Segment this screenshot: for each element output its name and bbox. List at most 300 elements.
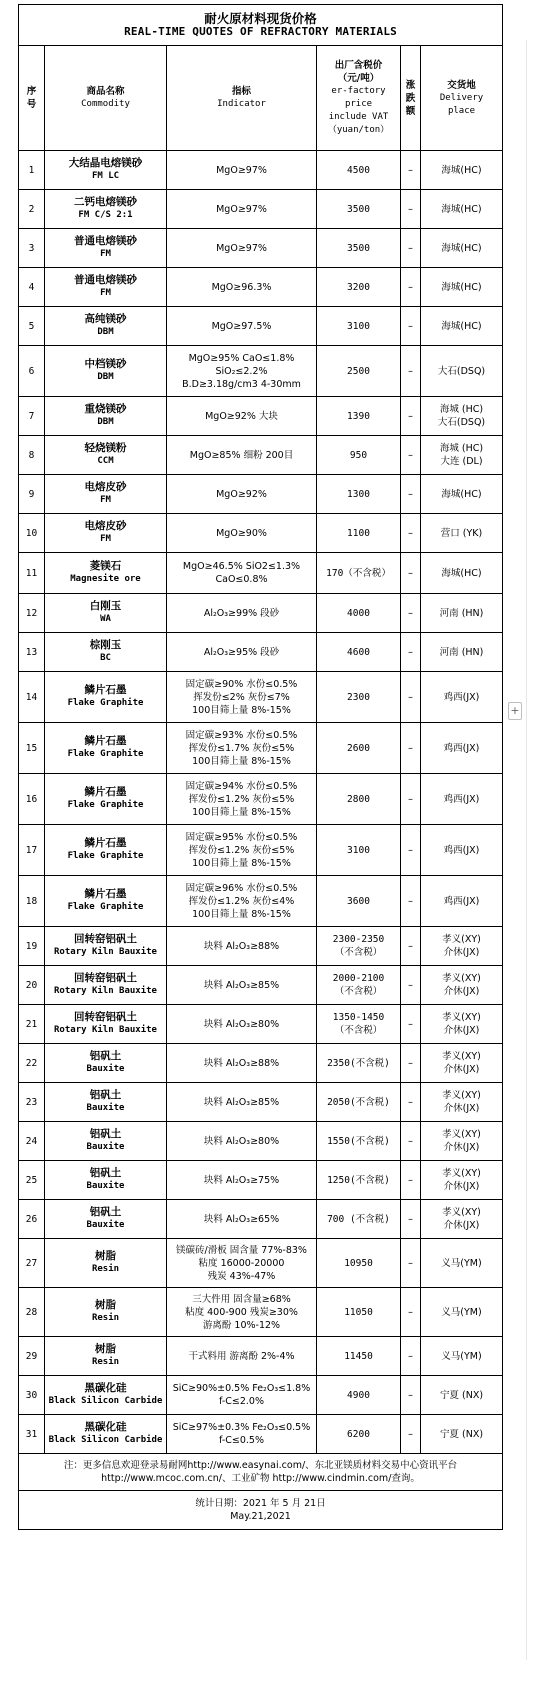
price-value: 2600 [347,742,370,754]
header-price-line: er-factory [331,86,386,96]
row-no-cell [19,1161,45,1200]
change-cell [401,553,421,594]
stat-date-cn: 统计日期：2021 年 5 月 21日 [195,1498,326,1509]
price-value: 2500 [347,365,370,377]
row-no: 9 [28,488,35,500]
indicator-cell [167,1288,317,1337]
indicator-line: f-C≤0.5% [219,1435,264,1446]
indicator-line: Al₂O₃≥99% 段砂 [203,607,280,619]
delivery-cell [421,229,503,268]
commodity-en: FM [100,534,111,544]
commodity-cn: 鳞片石墨 [84,837,127,849]
delivery-cell [421,268,503,307]
change-value: – [408,203,413,215]
change-value: – [408,281,413,293]
table-row [19,876,503,927]
commodity-cell [45,1161,167,1200]
table-row [19,1044,503,1083]
commodity-cn: 菱镁石 [89,560,122,572]
commodity-en: Flake Graphite [67,698,144,708]
delivery-place: 河南 (HN) [439,646,484,658]
delivery-cell [421,1083,503,1122]
delivery-cell [421,1239,503,1288]
price-cell [317,229,401,268]
delivery-place: 鸡西(JX) [443,691,480,703]
commodity-en: Rotary Kiln Bauxite [54,1025,157,1035]
indicator-cell [167,436,317,475]
commodity-cell [45,1083,167,1122]
stat-date [19,1491,503,1530]
price-cell [317,151,401,190]
table-row [19,1415,503,1454]
change-value: – [408,895,413,907]
indicator-line: 块料 Al₂O₃≥75% [203,1174,280,1186]
change-cell [401,151,421,190]
commodity-cell [45,1239,167,1288]
delivery-cell [421,307,503,346]
indicator-line: MgO≥85% 细粉 200目 [189,449,294,461]
price-value: 950 [349,449,368,461]
indicator-line: 块料 Al₂O₃≥80% [203,1135,280,1147]
delivery-place: 介休(JX) [443,1064,480,1075]
indicator-cell [167,825,317,876]
header-indicator [167,46,317,151]
indicator-line: f-C≤2.0% [219,1396,264,1407]
row-no: 15 [25,742,38,754]
price-sheet [18,4,502,1530]
change-value: – [408,567,413,579]
footnote-line: 注：更多信息欢迎登录易耐网http://www.easynai.com/、东北亚镁质材料交易中心资讯平台 [63,1460,458,1471]
row-no: 30 [25,1389,38,1401]
indicator-line: 三大件用 固含量≥68% [192,1293,291,1305]
indicator-line: 100目筛上量 8%-15% [192,755,291,767]
delivery-cell [421,774,503,825]
indicator-line: 挥发份≤1.2% 灰份≤5% [188,844,295,856]
change-cell [401,1337,421,1376]
commodity-cell [45,927,167,966]
change-value: – [408,164,413,176]
commodity-cell [45,825,167,876]
commodity-cn: 铝矾土 [89,1206,122,1218]
delivery-cell [421,927,503,966]
delivery-place: 河南 (HN) [439,607,484,619]
delivery-place: 介休(JX) [443,1220,480,1231]
header-price-line: 出厂含税价 [334,60,383,71]
change-cell [401,475,421,514]
change-cell [401,672,421,723]
price-value: 10950 [344,1257,373,1269]
change-value: – [408,742,413,754]
commodity-cell [45,1415,167,1454]
price-value: 170（不含税） [326,567,391,579]
commodity-en: Bauxite [86,1064,125,1074]
header-delivery-en: Delivery [439,92,484,103]
price-cell [317,825,401,876]
header-no-line: 号 [26,99,37,110]
delivery-cell [421,475,503,514]
commodity-cell [45,723,167,774]
delivery-place: 海城 (HC) [439,443,484,454]
commodity-en: FM [100,249,111,259]
indicator-cell [167,307,317,346]
row-no-cell [19,190,45,229]
row-no-cell [19,1239,45,1288]
commodity-en: Black Silicon Carbide [48,1435,163,1445]
row-no-cell [19,966,45,1005]
price-cell [317,966,401,1005]
header-no-line: 序 [26,86,37,97]
row-no: 6 [28,365,35,377]
price-cell [317,774,401,825]
indicator-line: 100目筛上量 8%-15% [192,806,291,818]
row-no: 21 [25,1018,38,1030]
indicator-line: MgO≥90% [216,527,267,539]
commodity-cell [45,1337,167,1376]
row-no-cell [19,672,45,723]
price-cell [317,672,401,723]
change-value: – [408,1174,413,1186]
table-row [19,594,503,633]
indicator-cell [167,966,317,1005]
row-no: 26 [25,1213,38,1225]
price-cell [317,927,401,966]
commodity-cell [45,1044,167,1083]
delivery-place: 宁夏 (NX) [439,1428,484,1440]
delivery-place: 介休(JX) [443,1142,480,1153]
change-value: – [408,691,413,703]
commodity-en: FM LC [91,171,120,181]
table-row [19,774,503,825]
delivery-place: 义马(YM) [441,1306,482,1318]
table-row [19,825,503,876]
price-value: 2050(不含税) [327,1096,390,1108]
change-cell [401,1288,421,1337]
price-cell [317,1239,401,1288]
delivery-place: 海城(HC) [441,242,482,254]
delivery-cell [421,723,503,774]
price-value: 6200 [347,1428,370,1440]
change-value: – [408,1096,413,1108]
header-indicator-cn: 指标 [231,86,251,97]
change-cell [401,190,421,229]
indicator-line: CaO≤0.8% [215,574,268,585]
change-cell [401,229,421,268]
delivery-place: 海城(HC) [441,164,482,176]
price-value: 11050 [344,1306,373,1318]
row-no-cell [19,346,45,397]
indicator-cell [167,1083,317,1122]
change-cell [401,1083,421,1122]
price-cell [317,1122,401,1161]
change-cell [401,1239,421,1288]
change-value: – [408,410,413,422]
header-price-line: （yuan/ton） [327,125,390,135]
commodity-en: WA [100,614,111,624]
indicator-line: MgO≥96.3% [211,281,272,293]
header-price-line: （元/吨） [337,73,380,84]
table-row [19,1083,503,1122]
row-no: 31 [25,1428,38,1440]
delivery-place: 大石(DSQ) [437,417,486,428]
commodity-cell [45,307,167,346]
expand-button[interactable]: + [508,702,522,720]
change-cell [401,1005,421,1044]
table-row [19,1005,503,1044]
table-row [19,307,503,346]
delivery-place: 孝义(XY) [442,934,481,945]
indicator-line: MgO≥97% [216,164,267,176]
change-cell [401,1044,421,1083]
delivery-cell [421,1161,503,1200]
indicator-line: 粘度 400-900 残炭≥30% [185,1306,298,1318]
commodity-en: Rotary Kiln Bauxite [54,986,157,996]
row-no: 28 [25,1306,38,1318]
commodity-cn: 电熔皮砂 [84,481,127,493]
row-no-cell [19,514,45,553]
indicator-line: 固定碳≥94% 水份≤0.5% [185,780,298,792]
indicator-line: MgO≥97% [216,242,267,254]
change-value: – [408,607,413,619]
indicator-line: 固定碳≥95% 水份≤0.5% [185,831,298,843]
header-price-line: price [344,99,373,109]
price-value: 1100 [347,527,370,539]
commodity-cell [45,229,167,268]
indicator-line: 块料 Al₂O₃≥80% [203,1018,280,1030]
price-cell [317,723,401,774]
header-change-line: 跌 [405,92,416,104]
commodity-en: Magnesite ore [70,574,141,584]
commodity-cn: 树脂 [95,1250,116,1262]
commodity-cn: 树脂 [95,1343,116,1355]
price-value: 1350-1450 （不含税） [332,1012,385,1036]
indicator-line: 粘度 16000-20000 [198,1257,285,1269]
indicator-cell [167,397,317,436]
change-value: – [408,1428,413,1440]
commodity-cell [45,268,167,307]
change-cell [401,1161,421,1200]
commodity-en: BC [100,653,111,663]
commodity-en: Bauxite [86,1220,125,1230]
table-row [19,1239,503,1288]
row-no: 29 [25,1350,38,1362]
commodity-en: DBM [97,327,114,337]
header-no [19,46,45,151]
price-value: 1550(不含税) [327,1135,390,1147]
table-row [19,553,503,594]
price-value: 4900 [347,1389,370,1401]
row-no: 11 [25,567,38,579]
indicator-line: B.D≥3.18g/cm3 4-30mm [182,378,301,390]
row-no-cell [19,268,45,307]
delivery-place: 海城(HC) [441,281,482,293]
change-cell [401,307,421,346]
title-en: REAL-TIME QUOTES OF REFRACTORY MATERIALS [124,25,397,38]
indicator-line: 挥发份≤1.2% 灰份≤5% [188,793,295,805]
header-delivery-en: place [447,105,476,116]
row-no: 1 [28,164,35,176]
row-no: 24 [25,1135,38,1147]
change-cell [401,825,421,876]
change-value: – [408,527,413,539]
commodity-cn: 回转窑铝矾土 [74,933,137,945]
commodity-cn: 白刚玉 [89,600,122,612]
change-value: – [408,940,413,952]
header-indicator-en: Indicator [217,99,266,109]
price-cell [317,633,401,672]
commodity-en: Resin [91,1357,120,1367]
change-value: – [408,449,413,461]
price-cell [317,1044,401,1083]
commodity-en: Rotary Kiln Bauxite [54,947,157,957]
commodity-cell [45,553,167,594]
table-row [19,723,503,774]
commodity-en: FM [100,495,111,505]
price-value: 4000 [347,607,370,619]
price-cell [317,346,401,397]
stat-date-en: May.21,2021 [230,1511,291,1522]
row-no-cell [19,633,45,672]
row-no: 10 [25,527,38,539]
indicator-line: 挥发份≤1.7% 灰份≤5% [188,742,295,754]
delivery-place: 介休(JX) [443,947,480,958]
delivery-place: 鸡西(JX) [443,742,480,754]
indicator-cell [167,346,317,397]
header-commodity-en: Commodity [81,99,130,109]
delivery-place: 介休(JX) [443,1181,480,1192]
header-change [401,46,421,151]
indicator-line: 块料 Al₂O₃≥65% [203,1213,280,1225]
indicator-cell [167,1005,317,1044]
delivery-cell [421,1005,503,1044]
indicator-cell [167,774,317,825]
price-value: 3500 [347,203,370,215]
price-cell [317,514,401,553]
row-no-cell [19,825,45,876]
header-price [317,46,401,151]
row-no: 27 [25,1257,38,1269]
indicator-cell [167,475,317,514]
commodity-cn: 鳞片石墨 [84,786,127,798]
delivery-place: 孝义(XY) [442,1051,481,1062]
change-value: – [408,1057,413,1069]
table-row [19,475,503,514]
price-value: 2350(不含税) [327,1057,390,1069]
change-value: – [408,1257,413,1269]
commodity-en: Black Silicon Carbide [48,1396,163,1406]
change-value: – [408,365,413,377]
price-cell [317,190,401,229]
delivery-place: 鸡西(JX) [443,844,480,856]
header-delivery-cn: 交货地 [447,79,476,91]
table-row [19,1288,503,1337]
table-row [19,436,503,475]
row-no-cell [19,774,45,825]
header-change-line: 额 [405,105,416,117]
indicator-cell [167,723,317,774]
row-no-cell [19,475,45,514]
price-cell [317,436,401,475]
row-no: 8 [28,449,35,461]
row-no: 22 [25,1057,38,1069]
row-no-cell [19,1005,45,1044]
indicator-cell [167,1337,317,1376]
indicator-cell [167,1122,317,1161]
delivery-cell [421,1200,503,1239]
row-no: 2 [28,203,35,215]
delivery-place: 营口 (YK) [440,527,483,539]
delivery-cell [421,1044,503,1083]
delivery-place: 义马(YM) [441,1257,482,1269]
price-value: 11450 [344,1350,373,1362]
table-row [19,1376,503,1415]
row-no-cell [19,1044,45,1083]
delivery-cell [421,672,503,723]
delivery-cell [421,1288,503,1337]
commodity-cn: 鳞片石墨 [84,684,127,696]
price-cell [317,307,401,346]
table-row [19,190,503,229]
change-cell [401,1415,421,1454]
indicator-line: 块料 Al₂O₃≥85% [203,979,280,991]
delivery-cell [421,1122,503,1161]
delivery-place: 孝义(XY) [442,1012,481,1023]
price-value: 3100 [347,844,370,856]
commodity-cn: 铝矾土 [89,1089,122,1101]
indicator-cell [167,1376,317,1415]
table-row [19,927,503,966]
commodity-cell [45,1122,167,1161]
table-row [19,229,503,268]
price-value: 700 (不含税) [327,1213,390,1225]
commodity-en: Bauxite [86,1181,125,1191]
change-value: – [408,1389,413,1401]
price-cell [317,1005,401,1044]
commodity-cell [45,966,167,1005]
indicator-cell [167,553,317,594]
indicator-line: 固定碳≥90% 水份≤0.5% [185,678,298,690]
indicator-cell [167,1415,317,1454]
commodity-cn: 重烧镁砂 [84,403,127,415]
row-no: 16 [25,793,38,805]
change-cell [401,397,421,436]
commodity-cn: 树脂 [95,1299,116,1311]
indicator-line: 游离酚 10%-12% [202,1319,281,1331]
delivery-place: 孝义(XY) [442,973,481,984]
row-no-cell [19,397,45,436]
delivery-place: 介休(JX) [443,1025,480,1036]
change-value: – [408,1306,413,1318]
delivery-place: 大石(DSQ) [437,365,486,377]
delivery-place: 孝义(XY) [442,1129,481,1140]
commodity-en: Resin [91,1264,120,1274]
table-row [19,633,503,672]
header-price-line: include VAT [328,112,389,122]
change-cell [401,514,421,553]
table-row [19,397,503,436]
commodity-cn: 铝矾土 [89,1050,122,1062]
indicator-line: 100目筛上量 8%-15% [192,704,291,716]
row-no: 18 [25,895,38,907]
change-value: – [408,1350,413,1362]
price-value: 4500 [347,164,370,176]
delivery-place: 义马(YM) [441,1350,482,1362]
change-value: – [408,488,413,500]
commodity-cn: 普通电熔镁砂 [74,274,137,286]
commodity-cn: 鳞片石墨 [84,735,127,747]
row-no: 14 [25,691,38,703]
row-no-cell [19,151,45,190]
row-no: 5 [28,320,35,332]
